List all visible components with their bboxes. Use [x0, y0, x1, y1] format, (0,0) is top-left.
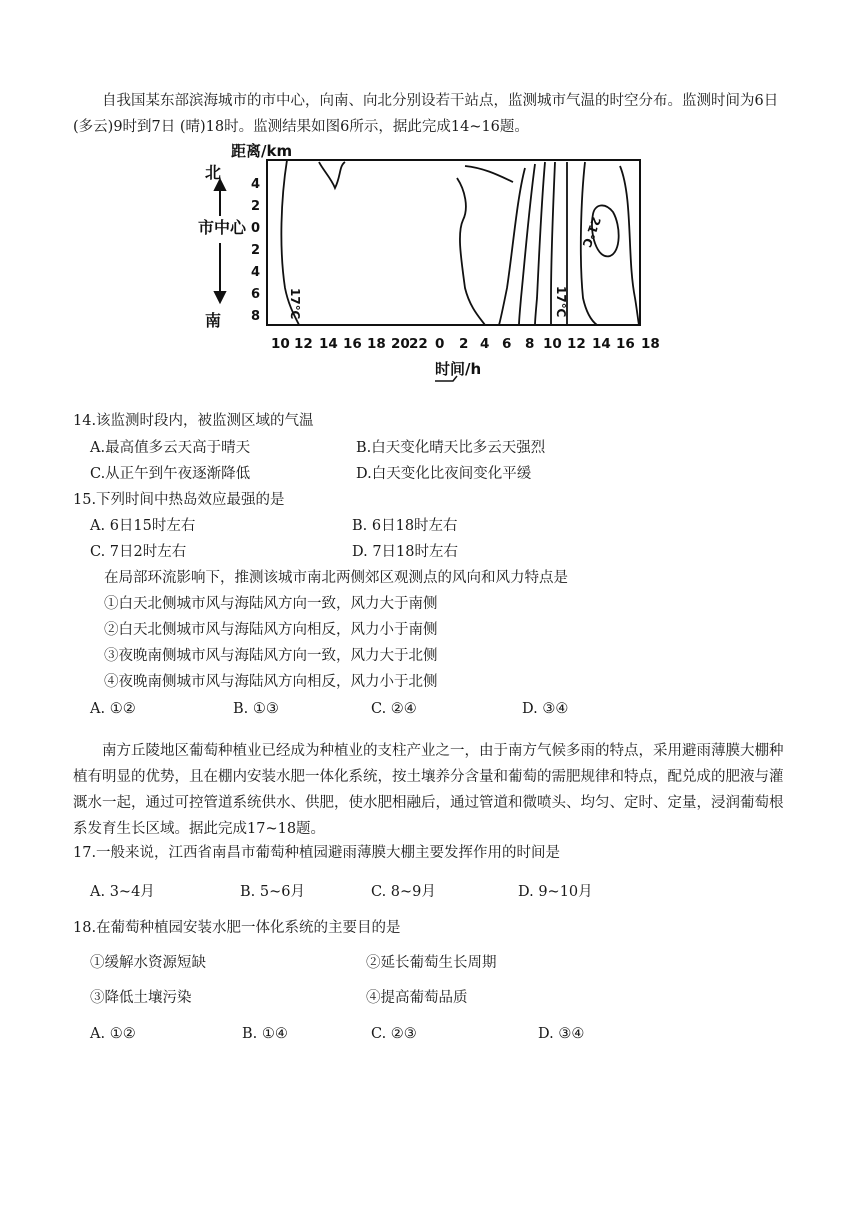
q18-option-b[interactable]: B. ①④ [242, 1026, 288, 1042]
intro-paragraph-2: 南方丘陵地区葡萄种植业已经成为种植业的支柱产业之一，由于南方气候多雨的特点，采用避雨薄膜大棚种植有明显的优势，且在棚内安装水肥一体化系统，按土壤养分含量和葡萄的需肥规律和特点，配兑成的肥液与灌溉水一起，通过可控管道系统供水、供肥，使水肥相融后，通过管道和微喷头、均匀、定时、定量，浸润葡萄根系发育生长区域。据此完成17~18题。 [73, 743, 784, 837]
q18-option-c[interactable]: C. ②③ [371, 1026, 417, 1042]
x-tick: 12 [567, 336, 586, 352]
q14-option-c[interactable]: C.从正午到午夜逐渐降低 [90, 466, 251, 482]
x-tick: 10 [271, 336, 290, 352]
q18-statement-1: ①缓解水资源短缺 [90, 955, 206, 971]
isotherm-label-21: 21℃ [579, 214, 604, 250]
north-arrow-icon [215, 180, 225, 216]
south-arrow-icon [215, 243, 225, 302]
q16-option-b[interactable]: B. ①③ [233, 701, 279, 717]
q18-statement-4: ④提高葡萄品质 [366, 990, 468, 1006]
x-tick: 6 [502, 336, 512, 352]
q16-statement-2: ②白天北侧城市风与海陆风方向相反，风力小于南侧 [104, 622, 438, 638]
q15-option-b[interactable]: B. 6日18时左右 [352, 518, 458, 534]
y-axis-title: 距离/km [231, 142, 293, 160]
y-tick: 2 [251, 243, 261, 258]
south-label: 南 [205, 311, 222, 330]
q16-option-d[interactable]: D. ③④ [522, 701, 569, 717]
y-tick: 4 [251, 177, 261, 192]
q17-option-d[interactable]: D. 9~10月 [518, 884, 593, 900]
q14-option-d[interactable]: D.白天变化比夜间变化平缓 [356, 466, 532, 482]
x-tick: 20 [391, 336, 410, 352]
q16-statement-4: ④夜晚南侧城市风与海陆风方向相反，风力小于北侧 [104, 674, 438, 690]
x-tick: 4 [480, 336, 490, 352]
q16-statement-3: ③夜晚南侧城市风与海陆风方向一致，风力大于北侧 [104, 648, 438, 664]
q14-option-a[interactable]: A.最高值多云天高于晴天 [90, 440, 251, 456]
q16-statement-1: ①白天北侧城市风与海陆风方向一致，风力大于南侧 [104, 596, 438, 612]
intro-paragraph-1: 自我国某东部滨海城市的市中心，向南、向北分别设若干站点，监测城市气温的时空分布。监测时间为6日 (多云)9时到7日 (晴)18时。监测结果如图6所示，据此完成14~16题。 [73, 93, 779, 135]
q18-statement-2: ②延长葡萄生长周期 [366, 955, 497, 971]
q14-stem: 14.该监测时段内，被监测区域的气温 [73, 413, 314, 429]
q18-stem: 18.在葡萄种植园安装水肥一体化系统的主要目的是 [73, 920, 401, 936]
isotherm-label-17-right: 17℃ [554, 286, 568, 318]
q18-option-d[interactable]: D. ③④ [538, 1026, 585, 1042]
q15-option-c[interactable]: C. 7日2时左右 [90, 544, 187, 560]
x-tick: 16 [343, 336, 362, 352]
q15-stem: 15.下列时间中热岛效应最强的是 [73, 492, 285, 508]
x-tick: 12 [294, 336, 313, 352]
x-tick: 8 [525, 336, 535, 352]
city-center-label: 市中心 [198, 218, 247, 237]
x-tick: 10 [543, 336, 562, 352]
q17-option-a[interactable]: A. 3~4月 [90, 884, 155, 900]
q17-option-c[interactable]: C. 8~9月 [371, 884, 436, 900]
q14-option-b[interactable]: B.白天变化晴天比多云天强烈 [356, 440, 546, 456]
q15-option-d[interactable]: D. 7日18时左右 [352, 544, 459, 560]
y-tick: 8 [251, 309, 261, 324]
north-label: 北 [205, 163, 222, 182]
x-tick: 14 [592, 336, 611, 352]
x-tick: 18 [367, 336, 386, 352]
x-tick: 14 [319, 336, 338, 352]
q17-stem: 17.一般来说，江西省南昌市葡萄种植园避雨薄膜大棚主要发挥作用的时间是 [73, 845, 561, 861]
x-tick: 22 [409, 336, 428, 352]
x-tick: 18 [641, 336, 660, 352]
isotherm-figure [195, 138, 675, 383]
y-tick: 0 [251, 221, 261, 236]
y-tick: 6 [251, 287, 261, 302]
q18-option-a[interactable]: A. ①② [90, 1026, 136, 1042]
x-tick: 2 [459, 336, 469, 352]
q15-option-a[interactable]: A. 6日15时左右 [90, 518, 196, 534]
x-tick: 16 [616, 336, 635, 352]
q16-option-c[interactable]: C. ②④ [371, 701, 417, 717]
q18-statement-3: ③降低土壤污染 [90, 990, 192, 1006]
isotherm-label-17-left: 17℃ [288, 288, 302, 320]
q16-stem: 在局部环流影响下，推测该城市南北两侧郊区观测点的风向和风力特点是 [104, 570, 568, 586]
x-tick: 0 [435, 336, 445, 352]
q17-option-b[interactable]: B. 5~6月 [240, 884, 305, 900]
q16-option-a[interactable]: A. ①② [90, 701, 136, 717]
y-tick: 4 [251, 265, 261, 280]
x-axis-title: 时间/h [435, 360, 482, 378]
y-tick: 2 [251, 199, 261, 214]
